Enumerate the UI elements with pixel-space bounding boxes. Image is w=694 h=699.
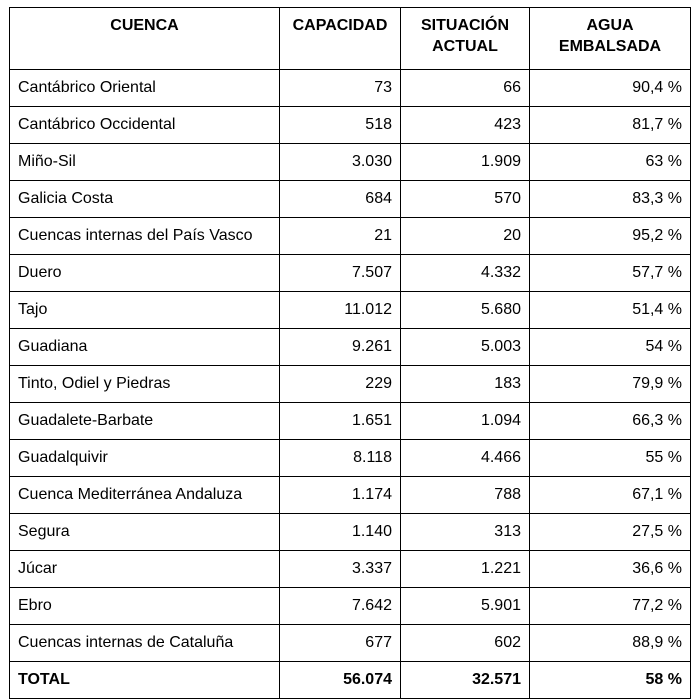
total-row <box>10 662 691 699</box>
table-row <box>10 366 691 403</box>
table-row <box>10 181 691 218</box>
cell-cuenca: Tinto, Odiel y Piedras <box>10 366 280 403</box>
cell-cuenca: Júcar <box>10 551 280 588</box>
cell-cuenca: Cuencas internas del País Vasco <box>10 218 280 255</box>
cell-situacion-actual: 602 <box>401 625 530 662</box>
cell-cuenca: Miño-Sil <box>10 144 280 181</box>
cell-cuenca: Tajo <box>10 292 280 329</box>
cell-situacion-actual: 5.901 <box>401 588 530 625</box>
header-capacidad: CAPACIDAD <box>280 8 401 70</box>
cell-capacidad: 684 <box>280 181 401 218</box>
table-row <box>10 107 691 144</box>
cell-capacidad: 518 <box>280 107 401 144</box>
cell-cuenca: Galicia Costa <box>10 181 280 218</box>
cell-agua-embalsada: 88,9 % <box>530 625 691 662</box>
table-row <box>10 477 691 514</box>
cell-agua-embalsada: 55 % <box>530 440 691 477</box>
table-row <box>10 329 691 366</box>
cell-agua-embalsada: 57,7 % <box>530 255 691 292</box>
cell-situacion-actual: 1.221 <box>401 551 530 588</box>
table-row <box>10 70 691 107</box>
total-cell-capacidad: 56.074 <box>280 662 401 699</box>
cell-situacion-actual: 1.909 <box>401 144 530 181</box>
table-row <box>10 588 691 625</box>
cell-situacion-actual: 423 <box>401 107 530 144</box>
cell-agua-embalsada: 36,6 % <box>530 551 691 588</box>
cell-cuenca: Segura <box>10 514 280 551</box>
cell-situacion-actual: 570 <box>401 181 530 218</box>
cell-capacidad: 73 <box>280 70 401 107</box>
cell-capacidad: 21 <box>280 218 401 255</box>
total-cell-agua-embalsada: 58 % <box>530 662 691 699</box>
cell-agua-embalsada: 51,4 % <box>530 292 691 329</box>
table-row <box>10 551 691 588</box>
cell-cuenca: Duero <box>10 255 280 292</box>
cell-situacion-actual: 5.003 <box>401 329 530 366</box>
cell-cuenca: Guadalete-Barbate <box>10 403 280 440</box>
cell-capacidad: 8.118 <box>280 440 401 477</box>
cell-capacidad: 7.642 <box>280 588 401 625</box>
cell-agua-embalsada: 27,5 % <box>530 514 691 551</box>
cell-agua-embalsada: 63 % <box>530 144 691 181</box>
header-agua-embalsada: AGUA EMBALSADA <box>530 8 691 70</box>
cell-cuenca: Ebro <box>10 588 280 625</box>
cell-capacidad: 9.261 <box>280 329 401 366</box>
cell-situacion-actual: 5.680 <box>401 292 530 329</box>
cell-situacion-actual: 313 <box>401 514 530 551</box>
cell-capacidad: 677 <box>280 625 401 662</box>
cell-situacion-actual: 20 <box>401 218 530 255</box>
table-row <box>10 440 691 477</box>
table-row <box>10 218 691 255</box>
total-cell-cuenca: TOTAL <box>10 662 280 699</box>
reservoir-table <box>9 7 691 699</box>
header-cuenca: CUENCA <box>10 8 280 70</box>
cell-capacidad: 11.012 <box>280 292 401 329</box>
cell-capacidad: 3.337 <box>280 551 401 588</box>
cell-agua-embalsada: 83,3 % <box>530 181 691 218</box>
cell-cuenca: Cuenca Mediterránea Andaluza <box>10 477 280 514</box>
header-situacion-actual: SITUACIÓN ACTUAL <box>401 8 530 70</box>
cell-situacion-actual: 4.466 <box>401 440 530 477</box>
cell-cuenca: Guadiana <box>10 329 280 366</box>
header-row <box>10 8 691 70</box>
cell-agua-embalsada: 67,1 % <box>530 477 691 514</box>
cell-agua-embalsada: 81,7 % <box>530 107 691 144</box>
cell-situacion-actual: 788 <box>401 477 530 514</box>
cell-cuenca: Cuencas internas de Cataluña <box>10 625 280 662</box>
table-row <box>10 403 691 440</box>
cell-situacion-actual: 183 <box>401 366 530 403</box>
cell-capacidad: 229 <box>280 366 401 403</box>
cell-capacidad: 1.140 <box>280 514 401 551</box>
cell-capacidad: 1.174 <box>280 477 401 514</box>
table-row <box>10 292 691 329</box>
table-row <box>10 514 691 551</box>
cell-agua-embalsada: 54 % <box>530 329 691 366</box>
cell-capacidad: 1.651 <box>280 403 401 440</box>
total-cell-situacion-actual: 32.571 <box>401 662 530 699</box>
cell-agua-embalsada: 77,2 % <box>530 588 691 625</box>
cell-cuenca: Cantábrico Oriental <box>10 70 280 107</box>
cell-cuenca: Cantábrico Occidental <box>10 107 280 144</box>
cell-capacidad: 7.507 <box>280 255 401 292</box>
cell-agua-embalsada: 66,3 % <box>530 403 691 440</box>
table-row <box>10 625 691 662</box>
cell-cuenca: Guadalquivir <box>10 440 280 477</box>
table-row <box>10 255 691 292</box>
cell-agua-embalsada: 95,2 % <box>530 218 691 255</box>
cell-capacidad: 3.030 <box>280 144 401 181</box>
table-row <box>10 144 691 181</box>
cell-agua-embalsada: 79,9 % <box>530 366 691 403</box>
cell-situacion-actual: 4.332 <box>401 255 530 292</box>
cell-situacion-actual: 1.094 <box>401 403 530 440</box>
cell-agua-embalsada: 90,4 % <box>530 70 691 107</box>
cell-situacion-actual: 66 <box>401 70 530 107</box>
